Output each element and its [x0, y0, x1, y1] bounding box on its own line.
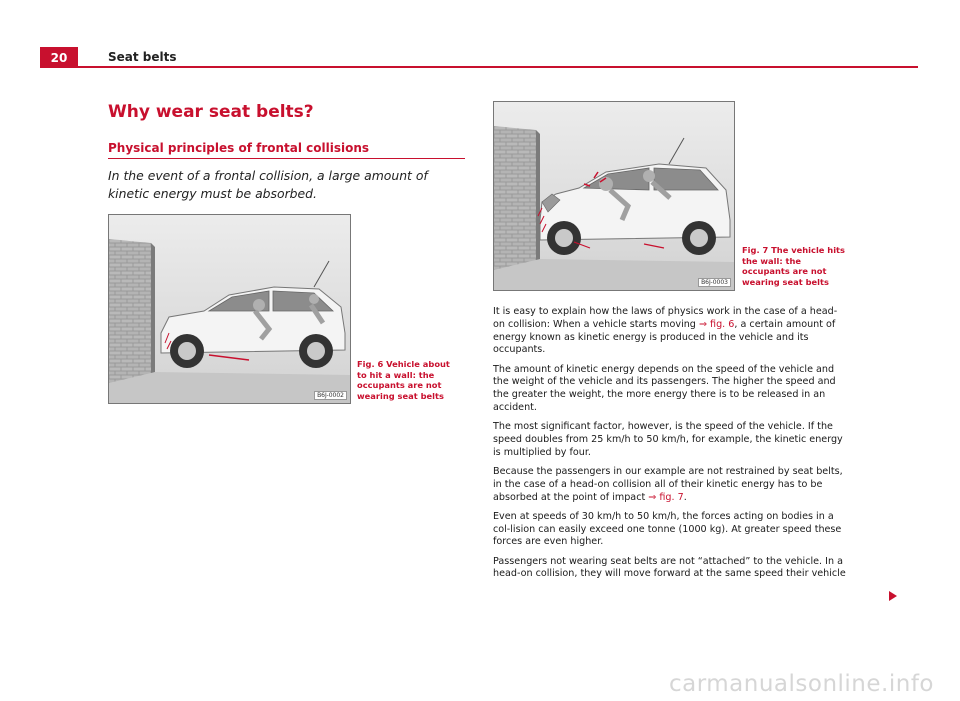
- figure-6-code: B6J-0002: [314, 391, 347, 400]
- sub-heading: Physical principles of frontal collisions: [108, 141, 370, 155]
- paragraph-5: Even at speeds of 30 km/h to 50 km/h, the forces acting on bodies in a col-lision can easily exceed one tonne (1000 kg). At greater speed these forces are even higher.: [493, 510, 842, 548]
- figure-7-link[interactable]: ⇒ fig. 7: [648, 491, 684, 503]
- paragraph-3: The most significant factor, however, is the speed of the vehicle. If the speed doubles from 25 km/h to 50 km/h, for example, the kinetic energy is multiplied by four.: [493, 421, 843, 458]
- sub-heading-rule: [108, 158, 465, 159]
- paragraph-4: [493, 466, 848, 504]
- car-approaching-wall-illustration: [109, 215, 350, 403]
- paragraph-1-text-a: It is easy to explain how the laws of physics work in the case of a head-on collision: When a vehicle starts moving: [493, 306, 838, 330]
- watermark: carmanualsonline.info: [668, 671, 934, 697]
- figure-6-caption: Fig. 6 Vehicle about to hit a wall: the occupants are not wearing seat belts: [357, 359, 450, 401]
- paragraph-1-text-b: , a certain amount of energy known as kinetic energy is produced in the vehicle and its occupants.: [493, 318, 836, 356]
- body-text: [493, 306, 848, 587]
- figure-7-caption: Fig. 7 The vehicle hits the wall: the occupants are not wearing seat belts: [742, 245, 845, 287]
- main-heading: Why wear seat belts?: [108, 102, 314, 122]
- continue-arrow-icon: [889, 591, 897, 601]
- header-title: Seat belts: [108, 50, 177, 64]
- paragraph-4-text-a: Because the passengers in our example are not restrained by seat belts, in the case of a head-on collision all of their kinetic energy has to be absorbed at the point of impact: [493, 465, 843, 503]
- paragraph-2: The amount of kinetic energy depends on the speed of the vehicle and the weight of the vehicle and its passengers. The higher the speed and the greater the weight, the more energy there is to be released in an accident.: [493, 363, 836, 413]
- car-hitting-wall-illustration: [494, 102, 734, 290]
- paragraph-1: [493, 306, 848, 357]
- figure-7-image: [493, 101, 735, 291]
- paragraph-4-text-b: .: [683, 491, 687, 503]
- paragraph-6: Passengers not wearing seat belts are not “attached” to the vehicle. In a head-on collision, they will move forward at the same speed their vehicle: [493, 555, 846, 580]
- intro-text: In the event of a frontal collision, a large amount of kinetic energy must be absorbed.: [108, 168, 428, 201]
- header-rule: [78, 66, 918, 68]
- page-number: 20: [40, 47, 78, 68]
- figure-6-image: [108, 214, 351, 404]
- figure-6-link[interactable]: ⇒ fig. 6: [698, 318, 735, 330]
- figure-7-code: B6J-0003: [698, 278, 731, 287]
